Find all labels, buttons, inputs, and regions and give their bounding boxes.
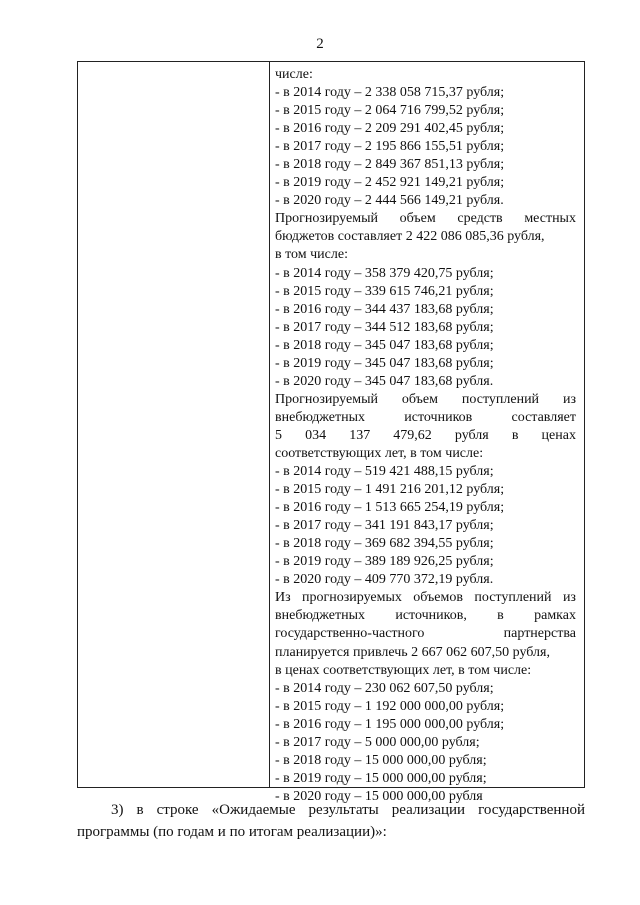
funding-line: бюджетов составляет 2 422 086 085,36 рубля,: [275, 229, 545, 245]
funding-line: в ценах соответствующих лет, в том числе:: [275, 662, 532, 678]
funding-line: - в 2016 году – 344 437 183,68 рубля;: [275, 301, 494, 317]
funding-line: - в 2018 году – 369 682 394,55 рубля;: [275, 536, 494, 552]
funding-line: в том числе:: [275, 247, 348, 263]
funding-line: - в 2017 году – 2 195 866 155,51 рубля;: [275, 139, 505, 155]
funding-line: Из прогнозируемых объемов поступлений из: [275, 590, 576, 606]
funding-line: - в 2014 году – 2 338 058 715,37 рубля;: [275, 85, 505, 101]
funding-line: - в 2019 году – 389 189 926,25 рубля;: [275, 554, 494, 570]
funding-line: государственно-частного партнерства: [275, 626, 576, 642]
funding-line: - в 2020 году – 2 444 566 149,21 рубля.: [275, 193, 504, 209]
funding-line: - в 2018 году – 345 047 183,68 рубля;: [275, 337, 494, 353]
funding-line: Прогнозируемый объем поступлений из: [275, 391, 576, 407]
funding-line: внебюджетных источников составляет: [275, 409, 576, 425]
funding-line: - в 2015 году – 2 064 716 799,52 рубля;: [275, 103, 505, 119]
funding-line: соответствующих лет, в том числе:: [275, 445, 484, 461]
funding-line: - в 2016 году – 1 195 000 000,00 рубля;: [275, 716, 505, 732]
funding-line: - в 2014 году – 230 062 607,50 рубля;: [275, 680, 494, 696]
funding-line: планируется привлечь 2 667 062 607,50 рубля,: [275, 644, 550, 660]
funding-details-cell: [275, 66, 576, 806]
funding-line: - в 2016 году – 1 513 665 254,19 рубля;: [275, 500, 505, 516]
funding-line: - в 2017 году – 344 512 183,68 рубля;: [275, 319, 494, 335]
list-item-3-line-2: программы (по годам и по итогам реализации)»:: [77, 824, 387, 840]
funding-line: - в 2015 году – 339 615 746,21 рубля;: [275, 283, 494, 299]
funding-line: - в 2017 году – 341 191 843,17 рубля;: [275, 518, 494, 534]
funding-line: Прогнозируемый объем средств местных: [275, 211, 576, 227]
funding-table: [77, 61, 585, 804]
funding-line: - в 2014 году – 358 379 420,75 рубля;: [275, 265, 494, 281]
funding-line: - в 2020 году – 15 000 000,00 рубля: [275, 788, 483, 804]
funding-line: числе:: [275, 67, 313, 82]
table-column-divider: [269, 62, 270, 787]
list-item-3-line-1: 3) в строке «Ожидаемые результаты реализации государственной: [111, 802, 585, 818]
funding-line: - в 2019 году – 15 000 000,00 рубля;: [275, 770, 487, 786]
funding-line: - в 2019 году – 2 452 921 149,21 рубля;: [275, 175, 505, 191]
funding-line: - в 2018 году – 15 000 000,00 рубля;: [275, 752, 487, 768]
funding-line: - в 2018 году – 2 849 367 851,13 рубля;: [275, 157, 505, 173]
funding-line: - в 2016 году – 2 209 291 402,45 рубля;: [275, 121, 505, 137]
funding-line: - в 2015 году – 1 491 216 201,12 рубля;: [275, 482, 505, 498]
page-number: 2: [316, 36, 324, 52]
funding-line: - в 2014 году – 519 421 488,15 рубля;: [275, 464, 494, 480]
funding-line: - в 2020 году – 409 770 372,19 рубля.: [275, 572, 494, 588]
funding-line: внебюджетных источников, в рамках: [275, 608, 576, 624]
funding-line: - в 2019 году – 345 047 183,68 рубля;: [275, 355, 494, 371]
funding-line: - в 2017 году – 5 000 000,00 рубля;: [275, 734, 480, 750]
funding-line: - в 2020 году – 345 047 183,68 рубля.: [275, 373, 494, 389]
funding-line: 5 034 137 479,62 рубля в ценах: [275, 427, 576, 443]
funding-line: - в 2015 году – 1 192 000 000,00 рубля;: [275, 698, 505, 714]
